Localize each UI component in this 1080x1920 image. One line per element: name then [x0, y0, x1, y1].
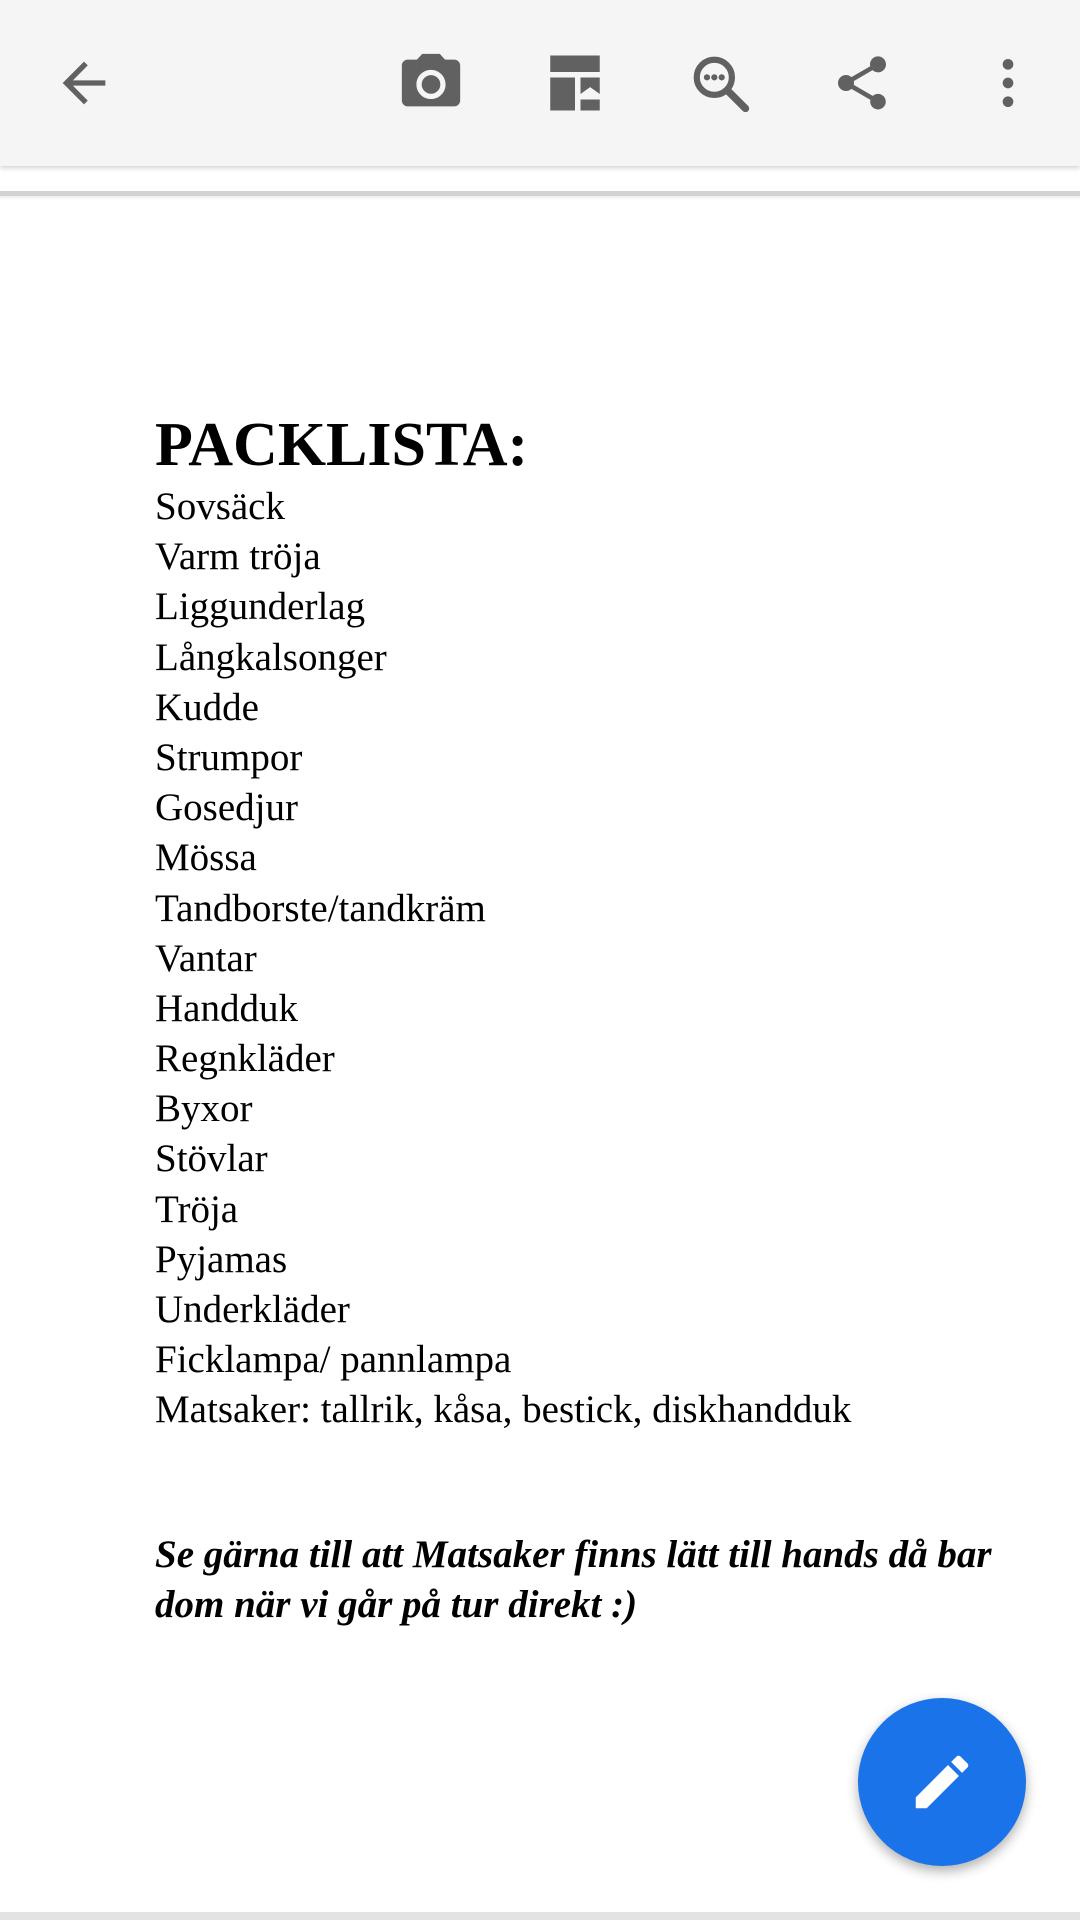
camera-icon [396, 48, 466, 118]
list-item: Ficklampa/ pannlampa [155, 1338, 512, 1382]
list-item: Sovsäck [155, 485, 285, 528]
share-button[interactable] [812, 33, 912, 133]
list-item: Mössa [155, 836, 257, 880]
top-toolbar [0, 0, 1080, 166]
list-item: Byxor [155, 1087, 253, 1131]
note-line-1: Se gärna till att Matsaker finns lätt till hands då bar [155, 1533, 992, 1576]
list-item: Varm tröja [155, 535, 321, 579]
camera-button[interactable] [381, 33, 481, 133]
list-item: Matsaker: tallrik, kåsa, bestick, diskhandduk [155, 1388, 852, 1432]
list-item: Strumpor [155, 735, 303, 779]
list-item: Handduk [155, 986, 298, 1030]
edit-fab-button[interactable] [858, 1698, 1026, 1866]
list-item: Underkläder [155, 1288, 350, 1331]
back-arrow-icon [52, 51, 116, 115]
more-vert-icon [976, 51, 1040, 115]
document-page[interactable] [0, 200, 1080, 1912]
list-item: Långkalsonger [155, 635, 387, 679]
list-item: Pyjamas [155, 1237, 288, 1281]
list-item: Liggunderlag [155, 585, 366, 629]
bottom-edge [0, 1912, 1080, 1920]
packing-list [155, 482, 851, 1436]
find-in-page-icon [686, 49, 754, 117]
print-layout-button[interactable] [525, 33, 625, 133]
document-layout-icon [542, 50, 608, 116]
list-item: Gosedjur [155, 786, 298, 830]
list-item: Tandborste/tandkräm [155, 886, 486, 930]
document-title: PACKLISTA: [155, 411, 529, 479]
document-note [155, 1530, 1080, 1630]
edit-pencil-icon [907, 1747, 977, 1817]
list-item: Regnkläder [155, 1037, 335, 1081]
find-in-document-button[interactable] [670, 33, 770, 133]
share-icon [830, 51, 894, 115]
list-item: Vantar [155, 936, 257, 980]
list-item: Stövlar [155, 1137, 268, 1181]
more-options-button[interactable] [958, 33, 1058, 133]
note-line-2: dom när vi går på tur direkt :) [155, 1583, 638, 1626]
back-button[interactable] [34, 33, 134, 133]
list-item: Tröja [155, 1187, 239, 1231]
list-item: Kudde [155, 685, 259, 729]
